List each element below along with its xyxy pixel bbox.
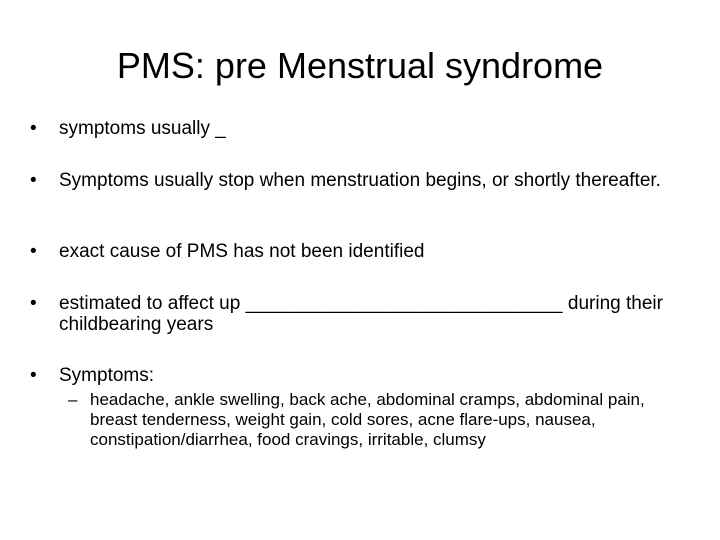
bullet-text: Symptoms: [59, 365, 155, 386]
bullet-text: exact cause of PMS has not been identified [59, 241, 425, 262]
sub-bullet-item [68, 390, 678, 450]
bullet-text: symptoms usually _ [59, 118, 226, 139]
bullet-item [30, 241, 680, 262]
bullet-item [30, 170, 680, 191]
bullet-marker: • [30, 365, 37, 386]
slide-title: PMS: pre Menstrual syndrome [116, 45, 604, 86]
bullet-item [30, 118, 680, 139]
sub-bullet-marker: – [68, 390, 78, 409]
bullet-marker: • [30, 170, 37, 191]
bullet-item [30, 365, 680, 386]
bullet-marker: • [30, 241, 37, 262]
bullet-text: Symptoms usually stop when menstruation begins, or shortly thereafter. [59, 170, 661, 191]
sub-bullet-text: headache, ankle swelling, back ache, abdominal cramps, abdominal pain, breast tenderness, weight gain, cold sores, acne flare-ups, nausea, constipation/diarrhea, food cravings, irritable, clumsy [90, 390, 645, 449]
bullet-text: estimated to affect up ______________________________ during their childbearing years [59, 293, 663, 335]
bullet-marker: • [30, 118, 37, 139]
bullet-item [30, 293, 680, 335]
bullet-marker: • [30, 293, 37, 314]
